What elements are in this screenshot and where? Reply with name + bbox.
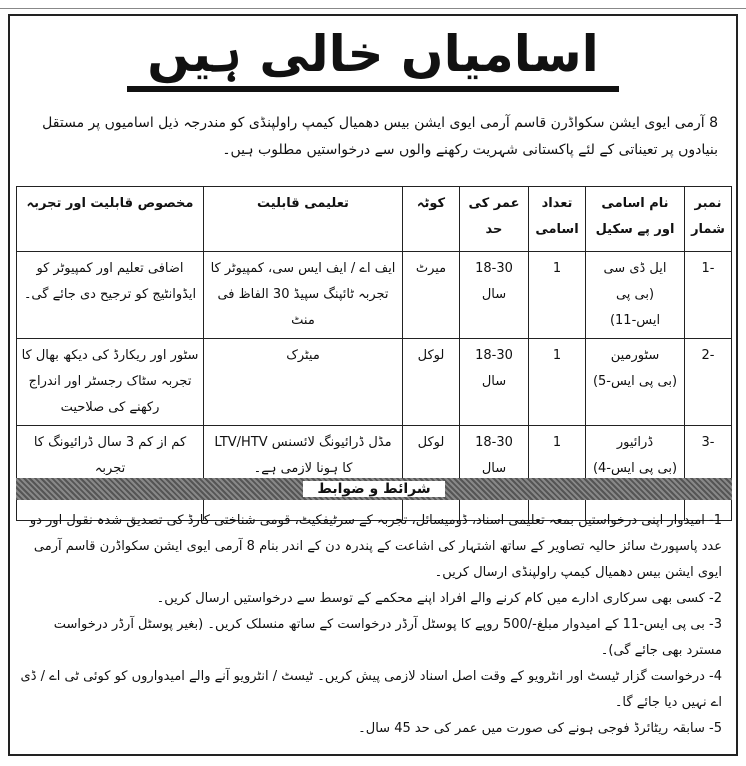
count-cell: 1 [529,426,586,521]
table-row [17,252,732,339]
terms-list [20,508,722,742]
term-item: 5- سابقہ ریٹائرڈ فوجی ہونے کی صورت میں عمر کی حد 45 سال۔ [358,721,722,736]
experience-cell: سٹور اور ریکارڈ کی دیکھ بھال کا تجربہ سٹاک رجسٹر اور اندراج رکھنے کی صلاحیت [17,339,204,426]
count-cell: 1 [529,339,586,426]
col-quota: کوٹہ [403,187,460,252]
headline-title: اسامیاں خالی ہیں [127,22,619,92]
intro-paragraph: 8 آرمی ایوی ایشن سکواڈرن قاسم آرمی ایوی ایشن بیس دھمیال کیمپ راولپنڈی کو مندرجہ ذیل اسامیوں پر مستقل بنیادوں پر تعیناتی کے لئے پاکستانی شہریت رکھنے والوں سے درخواستیں مطلوب ہیں۔ [42,115,718,158]
count-cell: 1 [529,252,586,339]
age-cell: 18-30 سال [460,426,529,521]
post-name: ایل ڈی سی [603,261,667,276]
job-advertisement [8,14,738,756]
vacancy-table [16,186,732,521]
top-strip [0,0,746,9]
education-cell: میٹرک [204,339,403,426]
col-experience: مخصوص قابلیت اور تجربہ [17,187,204,252]
col-age: عمر کی حد [460,187,529,252]
col-count: تعداد اسامی [529,187,586,252]
education-cell: مڈل ڈرائیونگ لائسنس LTV/HTV کا ہونا لازمی ہے۔ [204,426,403,521]
post-cell [586,426,685,521]
age-cell: 18-30 سال [460,339,529,426]
col-post: نام اسامی اور پے سکیل [586,187,685,252]
conditions-heading: شرائط و ضوابط [303,481,444,497]
table-row [17,426,732,521]
table-header-row [17,187,732,252]
quota-cell: لوکل [403,426,460,521]
conditions-heading-bar [16,478,732,500]
col-education: تعلیمی قابلیت [204,187,403,252]
term-item: 1- امیدوار اپنی درخواستیں بمعہ تعلیمی اسناد، ڈومیسائل، تجربہ کے سرٹیفکیٹ، قومی شناختی کارڈ کی تصدیق شدہ نقول اور دو عدد پاسپورٹ سائز حالیہ تصاویر کے ساتھ اشتہار کی اشاعت کے پندرہ دن کے اندر بنام 8 آرمی ایوی ایشن سکواڈرن قاسم آرمی ایوی ایشن بیس دھمیال کیمپ راولپنڈی ارسال کریں۔ [29,513,722,580]
serial-cell: -2 [685,339,732,426]
headline-banner [10,22,736,94]
post-name: ڈرائیور [616,435,654,450]
post-name: سٹورمین [610,348,660,363]
serial-cell: -3 [685,426,732,521]
experience-cell: کم از کم 3 سال ڈرائیونگ کا تجربہ [17,426,204,521]
term-item: 3- بی پی ایس-11 کے امیدوار مبلغ-/500 روپے کا پوسٹل آرڈر درخواست کے ساتھ منسلک کریں۔ (بغیر پوسٹل آرڈر درخواست مسترد بھی جائے گی)۔ [53,617,722,658]
age-cell: 18-30 سال [460,252,529,339]
post-cell [586,339,685,426]
col-serial: نمبر شمار [685,187,732,252]
pay-scale: (بی پی ایس-11) [609,287,661,328]
education-cell: ایف اے / ایف ایس سی، کمپیوٹر کا تجربہ ٹائپنگ سپیڈ 30 الفاظ فی منٹ [204,252,403,339]
term-item: 2- کسی بھی سرکاری ادارے میں کام کرنے والے افراد اپنے محکمے کے توسط سے درخواستیں ارسال کریں۔ [156,591,722,606]
post-cell [586,252,685,339]
table-row [17,339,732,426]
quota-cell: میرٹ [403,252,460,339]
serial-cell: -1 [685,252,732,339]
quota-cell: لوکل [403,339,460,426]
term-item: 4- درخواست گزار ٹیسٹ اور انٹرویو کے وقت اصل اسناد لازمی پیش کریں۔ ٹیسٹ / انٹرویو آنے والے امیدواروں کو کوئی ٹی اے / ڈی اے نہیں دیا جائے گا۔ [20,669,722,710]
pay-scale: (بی پی ایس-5) [592,374,678,389]
pay-scale: (بی پی ایس-4) [592,461,678,476]
experience-cell: اضافی تعلیم اور کمپیوٹر کو ایڈوانٹیج کو ترجیح دی جائے گی۔ [17,252,204,339]
